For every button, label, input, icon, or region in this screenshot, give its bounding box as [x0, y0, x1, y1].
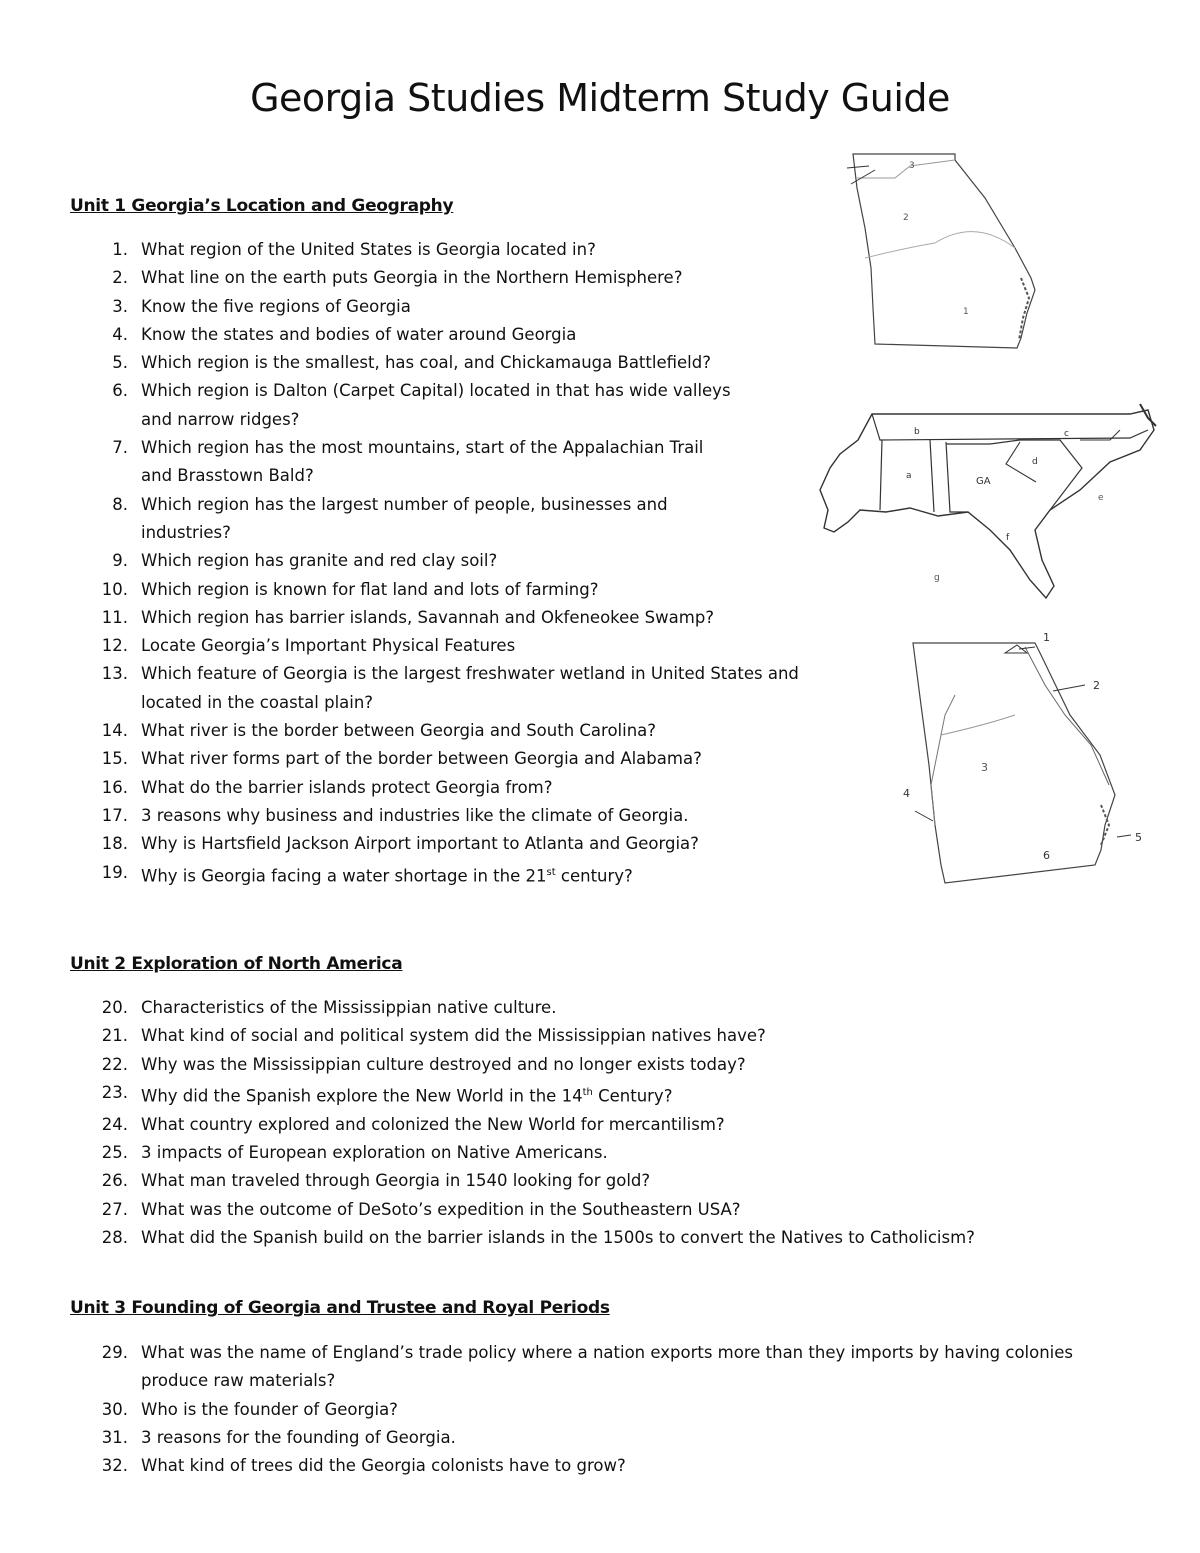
unit-2-heading: Unit 2 Exploration of North America — [70, 954, 403, 974]
question-text — [141, 1424, 1200, 1452]
question-line: What region of the United States is Georgia located in? — [141, 240, 596, 259]
question-number: 24. — [101, 1114, 128, 1134]
question-number: 6. — [112, 381, 128, 401]
question-number: 8. — [112, 494, 128, 514]
se-label-d: d — [1032, 457, 1038, 467]
features-label-4: 4 — [903, 787, 910, 800]
georgia-features-map — [895, 625, 1160, 890]
question-text — [141, 1111, 1200, 1139]
question-line: What was the outcome of DeSoto’s expedition in the Southeastern USA? — [141, 1199, 741, 1219]
question-item — [0, 994, 1200, 1022]
question-line: industries? — [141, 522, 231, 542]
question-line: Know the states and bodies of water around Georgia — [141, 324, 577, 344]
question-number: 22. — [101, 1054, 128, 1074]
question-number: 25. — [101, 1142, 128, 1162]
question-line: Why is Georgia facing a water shortage in the 21st century? — [141, 866, 633, 886]
question-number: 12. — [101, 636, 128, 656]
question-text — [141, 1452, 1200, 1480]
question-number: 15. — [101, 749, 128, 769]
question-item — [0, 1424, 1200, 1452]
question-line: Which region has granite and red clay soil? — [141, 551, 498, 571]
features-label-5: 5 — [1135, 831, 1142, 844]
unit-2-questions — [0, 994, 1200, 1252]
question-item — [0, 1111, 1200, 1139]
question-number: 4. — [112, 324, 128, 344]
question-line: Why was the Mississippian culture destroyed and no longer exists today? — [141, 1054, 746, 1074]
regions-label-3: 3 — [909, 161, 915, 171]
question-text — [141, 1196, 1200, 1224]
question-line: Which region has the largest number of people, businesses and — [141, 494, 668, 514]
question-number: 10. — [101, 579, 128, 599]
question-item — [0, 1396, 1200, 1424]
question-number: 26. — [101, 1171, 128, 1191]
regions-label-1: 1 — [963, 307, 969, 317]
se-label-c: c — [1064, 429, 1069, 439]
question-line: Which region has the most mountains, start of the Appalachian Trail — [141, 438, 704, 458]
question-line: What river forms part of the border between Georgia and Alabama? — [141, 749, 702, 769]
question-number: 7. — [112, 438, 128, 458]
question-item — [0, 1022, 1200, 1050]
question-item — [0, 1079, 1200, 1111]
question-number: 16. — [101, 777, 128, 797]
question-line: What did the Spanish build on the barrier islands in the 1500s to convert the Natives to Catholicism? — [141, 1227, 975, 1247]
question-text — [141, 1224, 1200, 1252]
question-number: 9. — [112, 551, 128, 571]
question-line: Why did the Spanish explore the New World in the 14th Century? — [141, 1086, 673, 1106]
question-number: 29. — [101, 1343, 128, 1362]
question-number: 27. — [101, 1199, 128, 1219]
question-number: 28. — [101, 1227, 128, 1247]
question-text — [141, 994, 1200, 1022]
question-line: What river is the border between Georgia and South Carolina? — [141, 721, 657, 741]
question-line: and Brasstown Bald? — [141, 466, 314, 486]
question-line: Who is the founder of Georgia? — [141, 1399, 398, 1419]
question-item — [0, 1196, 1200, 1224]
question-line: Which region has barrier islands, Savannah and Okfeneokee Swamp? — [141, 607, 715, 627]
unit-1-heading: Unit 1 Georgia’s Location and Geography — [70, 196, 454, 216]
question-number: 32. — [101, 1456, 128, 1476]
se-label-e: e — [1098, 493, 1104, 503]
question-line: 3 reasons why business and industries like the climate of Georgia. — [141, 805, 689, 825]
question-line: Which region is the smallest, has coal, and Chickamauga Battlefield? — [141, 353, 711, 373]
question-line: Locate Georgia’s Important Physical Features — [141, 636, 516, 656]
question-line: located in the coastal plain? — [141, 692, 374, 712]
question-line: Which region is known for flat land and lots of farming? — [141, 579, 599, 599]
features-label-2: 2 — [1093, 679, 1100, 692]
question-number: 5. — [112, 353, 128, 373]
question-number: 17. — [101, 805, 128, 825]
question-line: What do the barrier islands protect Georgia from? — [141, 777, 553, 797]
question-text — [141, 349, 1200, 377]
question-number: 1. — [112, 240, 128, 259]
question-item — [0, 1139, 1200, 1167]
question-number: 31. — [101, 1427, 128, 1447]
question-line: What man traveled through Georgia in 1540 looking for gold? — [141, 1171, 651, 1191]
question-text — [141, 1339, 1200, 1396]
se-label-g: g — [934, 573, 940, 583]
question-line: 3 reasons for the founding of Georgia. — [141, 1427, 456, 1447]
se-label-a: a — [906, 471, 912, 481]
se-label-b: b — [914, 427, 920, 437]
question-number: 23. — [101, 1082, 128, 1102]
question-line: Characteristics of the Mississippian native culture. — [141, 998, 557, 1017]
unit-3-heading: Unit 3 Founding of Georgia and Trustee and Royal Periods — [70, 1298, 610, 1318]
question-item — [0, 1339, 1200, 1396]
question-number: 13. — [101, 664, 128, 684]
question-text — [141, 1079, 1200, 1111]
question-number: 18. — [101, 834, 128, 854]
question-line: What country explored and colonized the New World for mercantilism? — [141, 1114, 725, 1134]
question-text — [141, 1139, 1200, 1167]
question-number: 30. — [101, 1399, 128, 1419]
features-label-3: 3 — [981, 761, 988, 774]
southeast-states-map — [810, 400, 1160, 605]
question-line: 3 impacts of European exploration on Native Americans. — [141, 1142, 608, 1162]
se-label-f: f — [1006, 533, 1010, 543]
question-item — [0, 1051, 1200, 1079]
question-line: What kind of social and political system did the Mississippian natives have? — [141, 1026, 766, 1046]
question-number: 11. — [101, 607, 128, 627]
regions-label-2: 2 — [903, 213, 909, 223]
question-number: 14. — [101, 721, 128, 741]
se-label-ga: GA — [976, 476, 991, 487]
question-number: 2. — [112, 268, 128, 288]
question-item — [0, 1452, 1200, 1480]
features-label-6: 6 — [1043, 849, 1050, 862]
question-line: and narrow ridges? — [141, 409, 300, 429]
question-number: 21. — [101, 1026, 128, 1046]
features-label-1: 1 — [1043, 631, 1050, 644]
question-line: What line on the earth puts Georgia in the Northern Hemisphere? — [141, 268, 683, 288]
question-number: 19. — [101, 862, 128, 882]
question-line: What was the name of England’s trade policy where a nation exports more than they imports by having colonies — [141, 1343, 1074, 1362]
page-title: Georgia Studies Midterm Study Guide — [250, 76, 950, 120]
georgia-regions-map — [835, 148, 1050, 353]
question-item — [0, 349, 1200, 377]
question-item — [0, 1224, 1200, 1252]
question-line: Which region is Dalton (Carpet Capital) located in that has wide valleys — [141, 381, 731, 401]
question-line: Why is Hartsfield Jackson Airport important to Atlanta and Georgia? — [141, 834, 699, 854]
question-line: Know the five regions of Georgia — [141, 296, 411, 316]
question-line: produce raw materials? — [141, 1371, 336, 1391]
question-number: 3. — [112, 296, 128, 316]
question-line: What kind of trees did the Georgia colonists have to grow? — [141, 1456, 626, 1476]
question-number: 20. — [101, 998, 128, 1017]
question-text — [141, 1167, 1200, 1195]
question-item — [0, 1167, 1200, 1195]
unit-3-questions — [0, 1339, 1200, 1480]
question-line: Which feature of Georgia is the largest freshwater wetland in United States and — [141, 664, 799, 684]
question-text — [141, 1051, 1200, 1079]
question-text — [141, 1396, 1200, 1424]
question-text — [141, 1022, 1200, 1050]
